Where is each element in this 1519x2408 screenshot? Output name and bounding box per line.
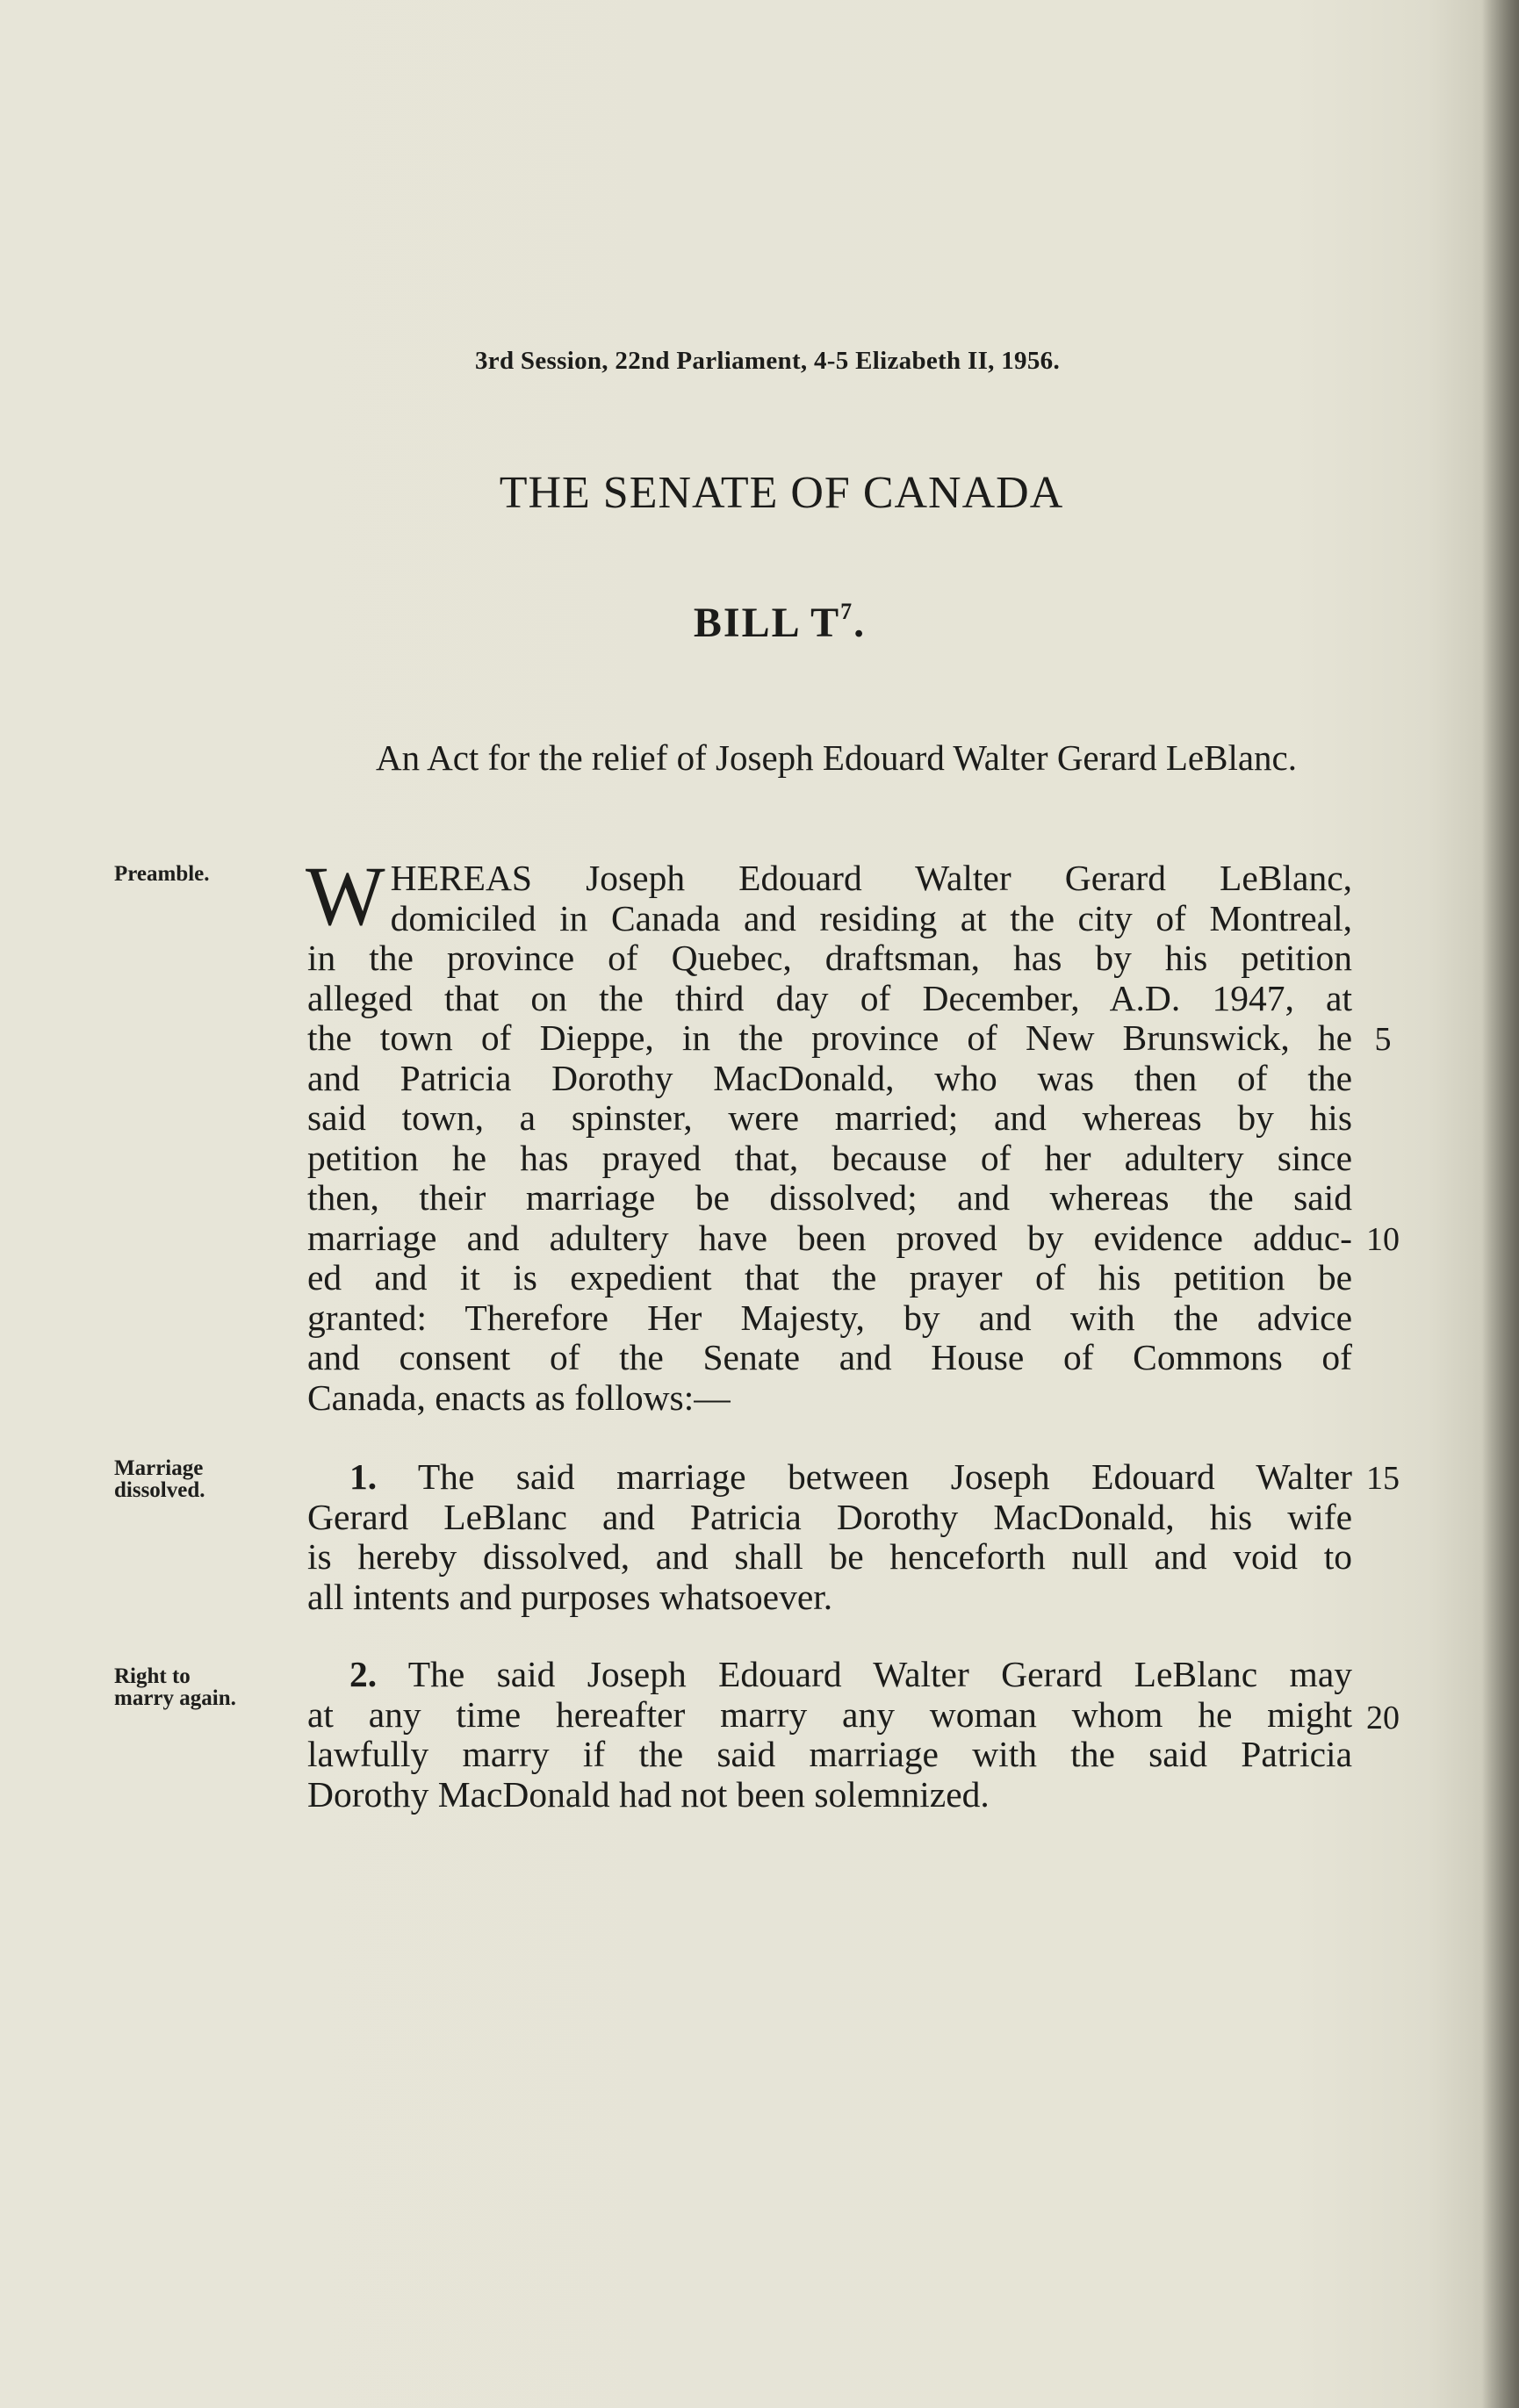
section1-first-line	[307, 1457, 1352, 1498]
section1-number: 1.	[349, 1456, 378, 1497]
preamble-line: the town of Dieppe, in the province of New Brunswick, he	[307, 1017, 1352, 1058]
section2-text	[307, 1655, 1352, 1815]
line-number: 5	[1374, 1021, 1392, 1058]
preamble-line: marriage and adultery have been proved by evidence adduc-	[307, 1217, 1352, 1258]
preamble-line: and Patricia Dorothy MacDonald, who was then of the	[307, 1057, 1352, 1098]
section2-line: lawfully marry if the said marriage with the said Patricia	[307, 1734, 1352, 1774]
section2-line: Dorothy MacDonald had not been solemnized.	[307, 1773, 990, 1815]
session-heading: 3rd Session, 22nd Parliament, 4-5 Elizabeth II, 1956.	[474, 347, 1061, 375]
bill-suffix: .	[853, 600, 867, 646]
preamble-line: HEREAS Joseph Edouard Walter Gerard LeBlanc,	[390, 858, 1352, 898]
section1-margin-line: Marriage	[114, 1456, 204, 1480]
preamble-line: alleged that on the third day of December, A.D. 1947, at	[307, 977, 1352, 1018]
chamber-title: THE SENATE OF CANADA	[499, 468, 1064, 518]
preamble-line: domiciled in Canada and residing at the city of Montreal,	[390, 897, 1352, 938]
preamble-line: Canada, enacts as follows:—	[307, 1377, 731, 1418]
preamble-line: said town, a spinster, were married; and whereas by his	[307, 1097, 1352, 1138]
preamble-line: ed and it is expedient that the prayer of his petition be	[307, 1257, 1352, 1297]
section1-line: all intents and purposes whatsoever.	[307, 1576, 833, 1617]
preamble-line: in the province of Quebec, draftsman, has by his petition	[307, 938, 1352, 978]
section1-margin-line: dissolved.	[114, 1478, 205, 1502]
bill-prefix: BILL T	[693, 600, 841, 646]
bill-superscript: 7	[840, 599, 854, 624]
preamble-line: then, their marriage be dissolved; and whereas the said	[307, 1177, 1352, 1218]
section2-first-line	[307, 1655, 1352, 1695]
section1-margin-note	[114, 1457, 205, 1501]
section2-margin-line: Right to	[114, 1664, 191, 1688]
bill-title	[0, 599, 1519, 647]
section2-margin-note	[114, 1665, 236, 1709]
line-number: 20	[1366, 1700, 1400, 1736]
line-number: 15	[1366, 1460, 1400, 1497]
act-title: An Act for the relief of Joseph Edouard Walter Gerard LeBlanc.	[375, 737, 1298, 778]
section1-line: Gerard LeBlanc and Patricia Dorothy MacDonald, his wife	[307, 1496, 1352, 1537]
section2-margin-line: marry again.	[114, 1686, 236, 1710]
section2-line: The said Joseph Edouard Walter Gerard LeBlanc may	[407, 1654, 1352, 1694]
section1-line: is hereby dissolved, and shall be henceforth null and void to	[307, 1536, 1352, 1577]
section2-line: at any time hereafter marry any woman whom he might	[307, 1693, 1352, 1735]
preamble-line: and consent of the Senate and House of Commons of	[307, 1337, 1352, 1377]
line-number: 10	[1366, 1221, 1400, 1258]
preamble-margin-note: Preamble.	[114, 862, 210, 886]
section1-text	[307, 1457, 1352, 1617]
preamble-line: granted: Therefore Her Majesty, by and with the advice	[307, 1297, 1352, 1338]
section1-line: The said marriage between Joseph Edouard Walter	[417, 1456, 1352, 1497]
preamble-dropcap: W	[306, 849, 385, 943]
section2-number: 2.	[349, 1654, 378, 1694]
preamble-line: petition he has prayed that, because of her adultery since	[307, 1137, 1352, 1178]
preamble-text	[306, 849, 1352, 1418]
